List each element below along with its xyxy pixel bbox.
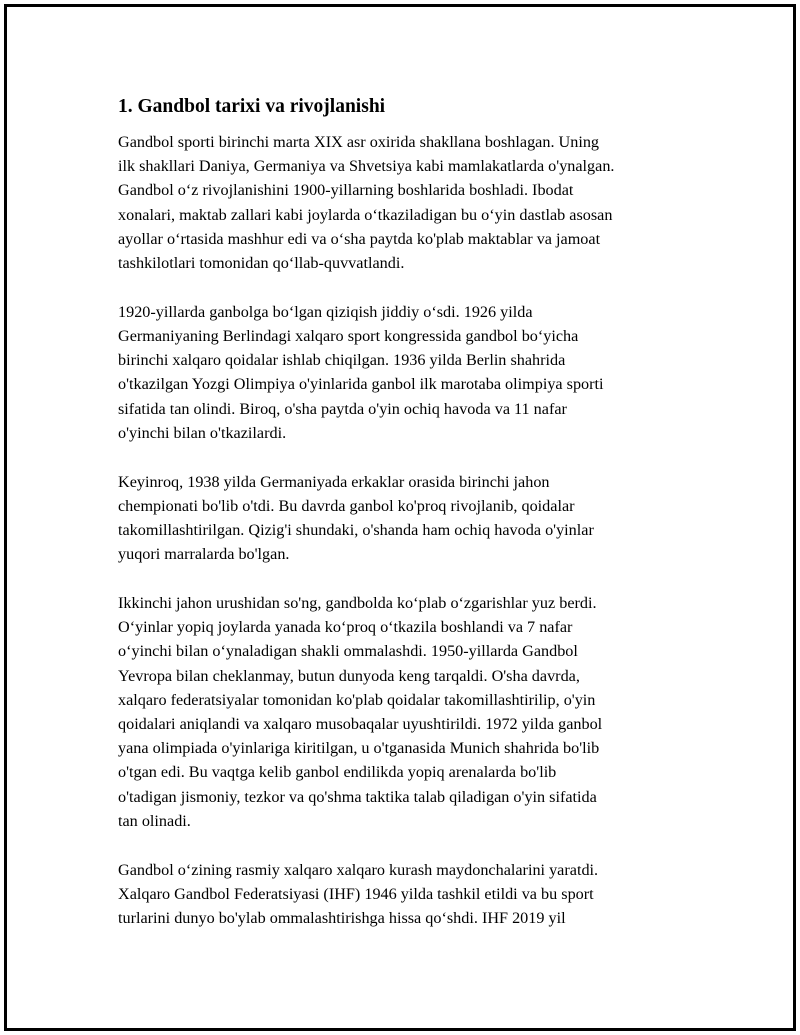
text-line: sifatida tan olindi. Biroq, o'sha paytda o'yin ochiq havoda va 11 nafar	[118, 399, 567, 418]
text-line: tashkilotlari tomonidan qo‘llab-quvvatlandi.	[118, 254, 405, 273]
section-heading: 1. Gandbol tarixi va rivojlanishi	[118, 96, 386, 117]
text-line: o'tgan edi. Bu vaqtga kelib ganbol endilikda yopiq arenalarda bo'lib	[118, 763, 557, 782]
document-body	[118, 95, 678, 955]
text-line: yana olimpiada o'yinlariga kiritilgan, u o'tganasida Munich shahrida bo'lib	[118, 739, 600, 758]
text-line: 1920-yillarda ganbolga bo‘lgan qiziqish jiddiy o‘sdi. 1926 yilda	[118, 302, 533, 321]
text-line: o'tadigan jismoniy, tezkor va qo'shma taktika talab qiladigan o'yin sifatida	[118, 787, 597, 806]
text-line: Keyinroq, 1938 yilda Germaniyada erkaklar orasida birinchi jahon	[118, 472, 550, 491]
text-line: o'tkazilgan Yozgi Olimpiya o'yinlarida ganbol ilk marotaba olimpiya sporti	[118, 375, 604, 394]
text-line: xalqaro federatsiyalar tomonidan ko'plab qoidalar takomillashtirilip, o'yin	[118, 690, 596, 709]
paragraph-post-war	[118, 591, 678, 833]
text-line: o'yinchi bilan o'tkazilardi.	[118, 423, 287, 442]
text-line: chempionati bo'lib o'tdi. Bu davrda ganbol ko'proq rivojlanib, qoidalar	[118, 496, 575, 515]
text-line: birinchi xalqaro qoidalar ishlab chiqilgan. 1936 yilda Berlin shahrida	[118, 351, 566, 370]
text-line: turlarini dunyo bo'ylab ommalashtirishga hissa qo‘shdi. IHF 2019 yil	[118, 909, 566, 928]
text-line: takomillashtirilgan. Qizig'i shundaki, o'shanda ham ochiq havoda o'yinlar	[118, 521, 594, 540]
paragraph-1938	[118, 470, 678, 567]
text-line: Ikkinchi jahon urushidan so'ng, gandbolda ko‘plab o‘zgarishlar yuz berdi.	[118, 594, 597, 613]
text-line: yuqori marralarda bo'lgan.	[118, 545, 290, 564]
text-line: ayollar o‘rtasida mashhur edi va o‘sha paytda ko'plab maktablar va jamoat	[118, 229, 601, 248]
text-line: Germaniyaning Berlindagi xalqaro sport kongressida gandbol bo‘yicha	[118, 327, 579, 346]
paragraph-origins	[118, 130, 678, 275]
text-line: Gandbol o‘zining rasmiy xalqaro xalqaro kurash maydonchalarini yaratdi.	[118, 860, 599, 879]
paragraph-ihf	[118, 858, 678, 931]
text-line: xonalari, maktab zallari kabi joylarda o‘tkaziladigan bu o‘yin dastlab asosan	[118, 205, 613, 224]
text-line: O‘yinlar yopiq joylarda yanada ko‘proq o‘tkazila boshlandi va 7 nafar	[118, 618, 573, 637]
text-line: Gandbol o‘z rivojlanishini 1900-yillarning boshlarida boshladi. Ibodat	[118, 181, 574, 200]
paragraph-1920s	[118, 300, 678, 445]
text-line: Gandbol sporti birinchi marta XIX asr oxirida shakllana boshlagan. Uning	[118, 133, 600, 151]
text-line: Yevropa bilan cheklanmay, butun dunyoda keng tarqaldi. O'sha davrda,	[118, 666, 580, 685]
text-line: Xalqaro Gandbol Federatsiyasi (IHF) 1946 yilda tashkil etildi va bu sport	[118, 884, 594, 903]
text-line: qoidalari aniqlandi va xalqaro musobaqalar uyushtirildi. 1972 yilda ganbol	[118, 715, 603, 734]
text-line: ilk shakllari Daniya, Germaniya va Shvetsiya kabi mamlakatlarda o'ynalgan.	[118, 157, 615, 176]
text-line: o‘yinchi bilan o‘ynaladigan shakli ommalashdi. 1950-yillarda Gandbol	[118, 642, 578, 661]
text-line: tan olinadi.	[118, 811, 191, 830]
